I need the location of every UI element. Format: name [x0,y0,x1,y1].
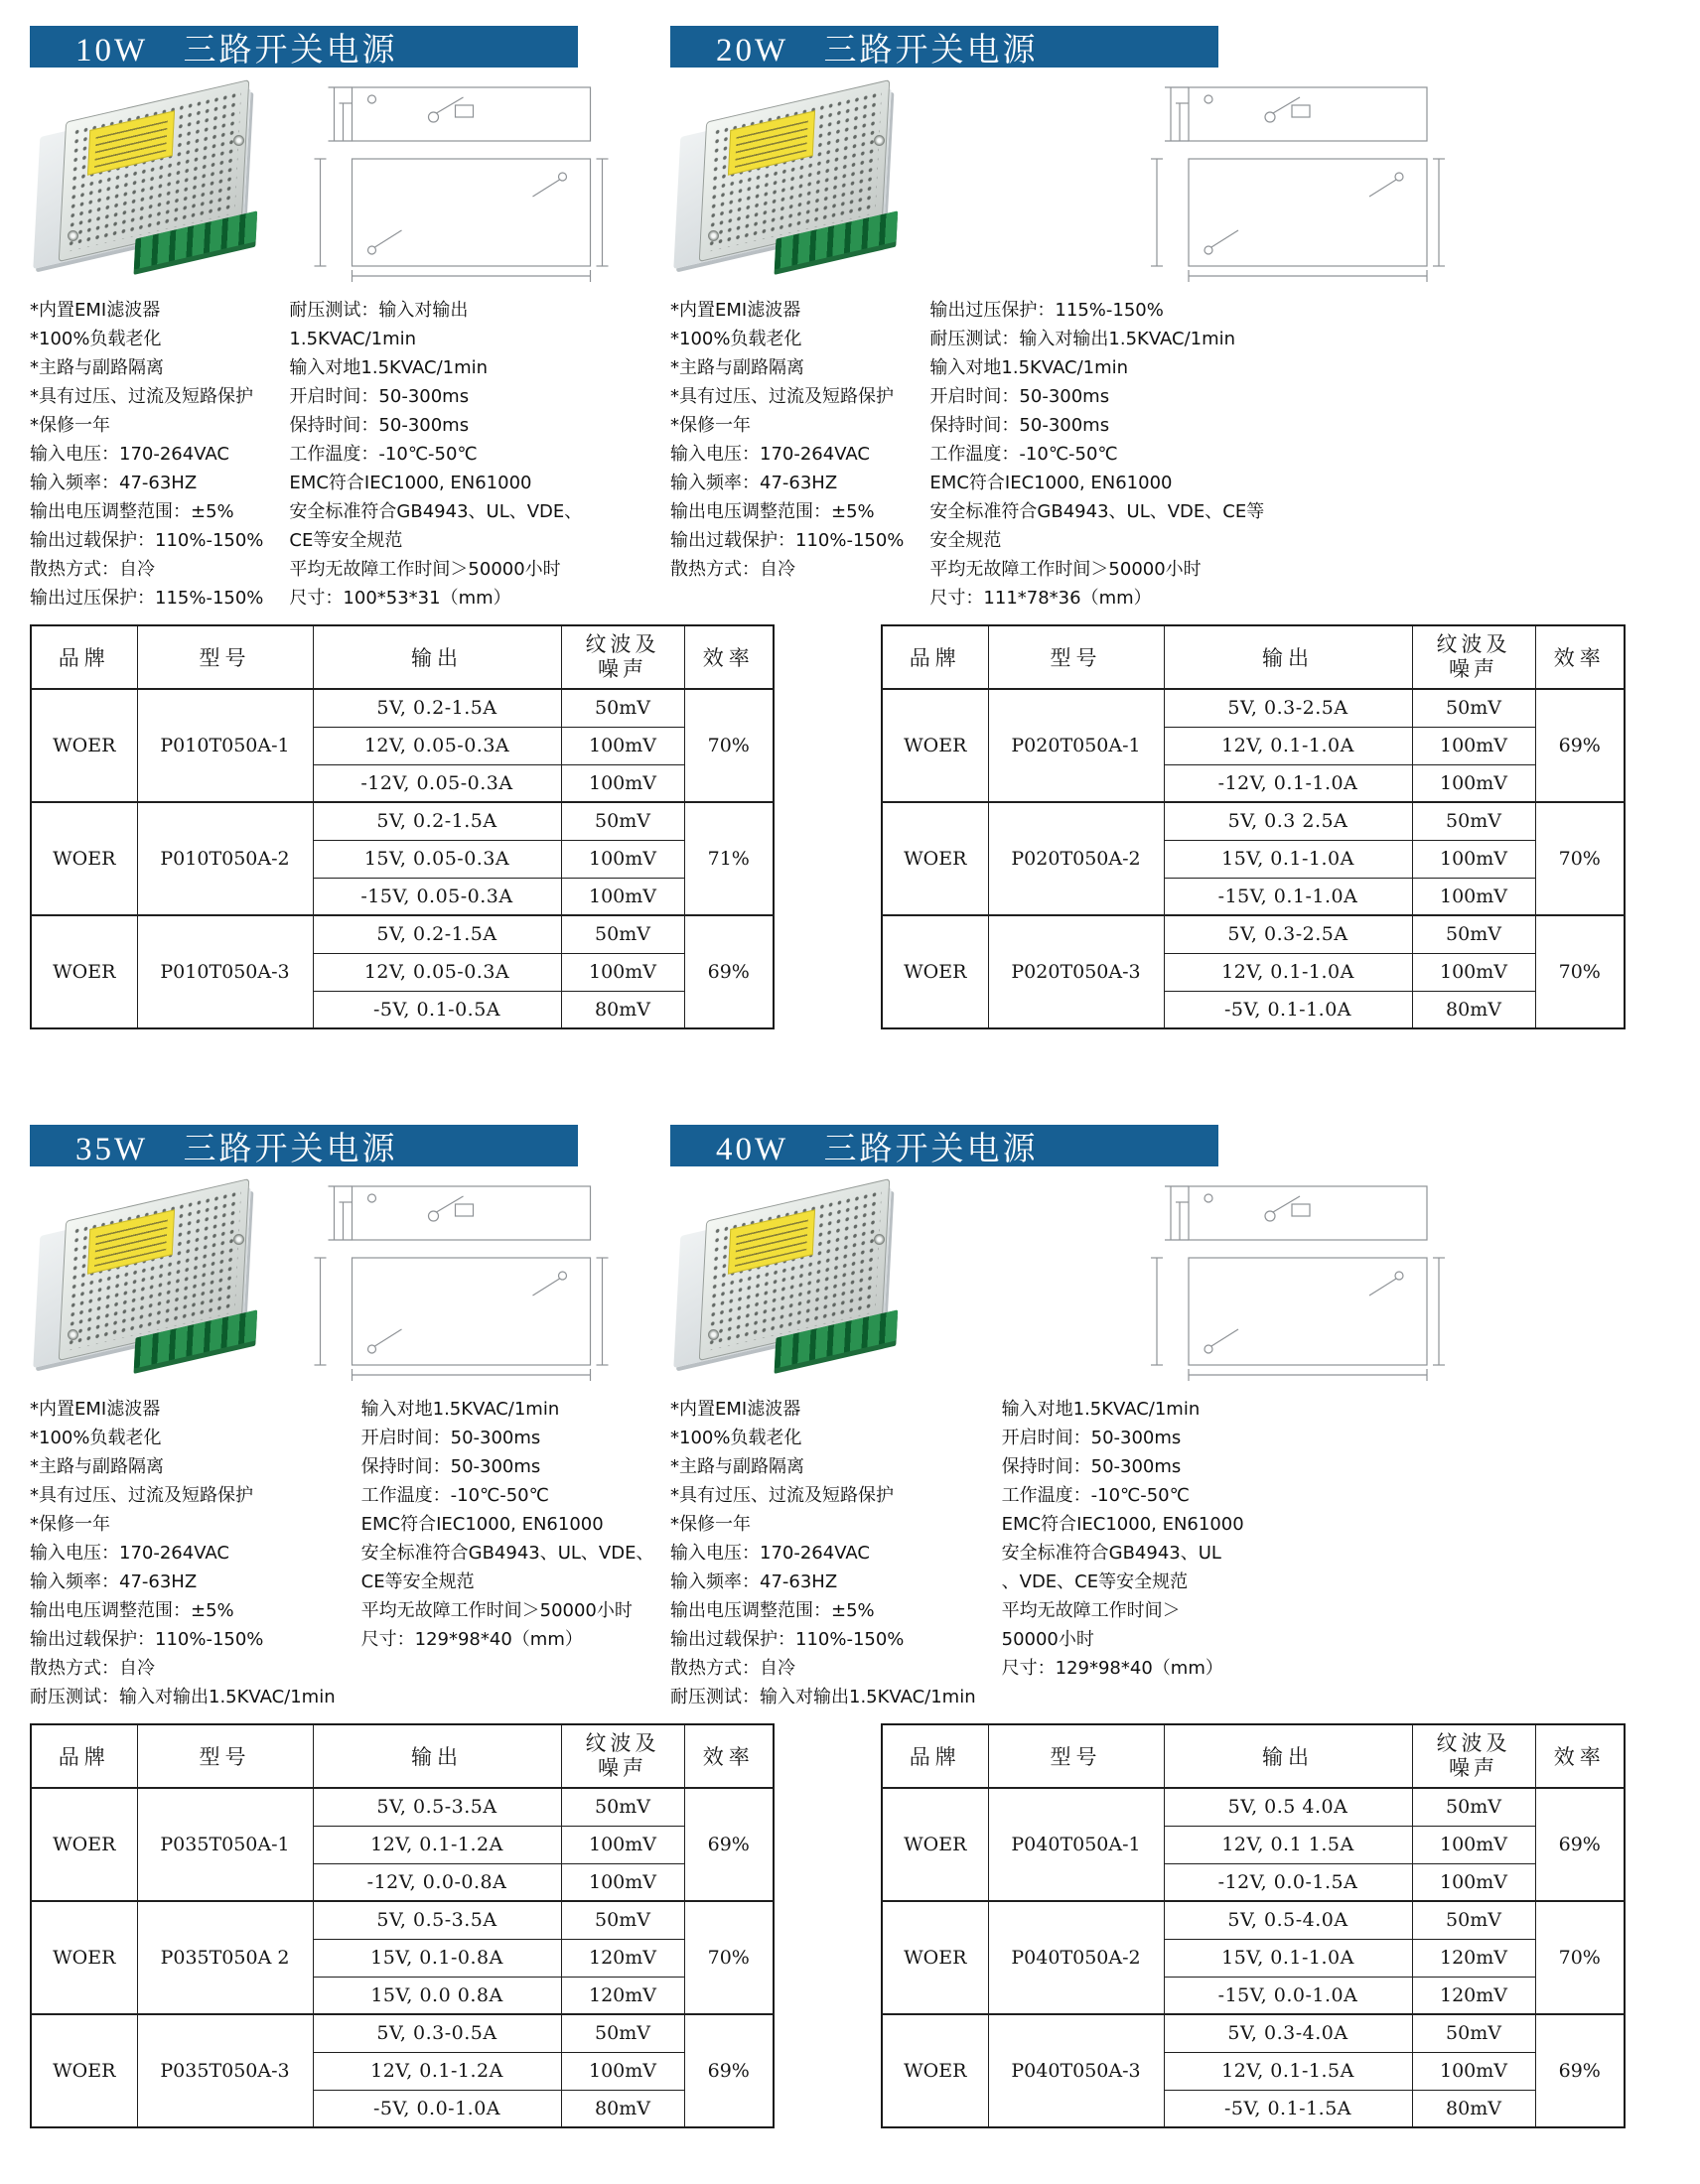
spec-line: *保修一年 [670,415,751,436]
output-cell: 12V, 0.05-0.3A [313,727,561,764]
dimension-drawing-svg [290,1180,640,1384]
output-cell: -15V, 0.05-0.3A [313,878,561,915]
spec-line: 输出电压调整范围：±5% [670,501,875,522]
output-cell: 5V, 0.5-3.5A [313,1901,561,1939]
ripple-cell: 120mV [1412,1939,1535,1977]
spec-line: 输出过载保护：110%-150% [30,1629,264,1650]
ripple-cell: 50mV [1412,1901,1535,1939]
spec-line: CE等安全规范 [289,530,403,551]
section-media [670,1180,1673,1391]
section-header [30,1125,578,1166]
model-cell: P035T050A 2 [137,1901,313,2014]
efficiency-cell: 70% [684,1901,774,2014]
photo-screw [68,230,78,241]
efficiency-cell: 69% [684,1788,774,1901]
ripple-cell: 100mV [561,1826,684,1863]
spec-line: 尺寸：111*78*36（mm） [929,588,1152,609]
spec-line: *主路与副路隔离 [670,357,804,378]
output-cell: 5V, 0.2-1.5A [313,689,561,727]
output-cell: -12V, 0.0-1.5A [1164,1863,1412,1901]
ripple-cell: 50mV [1412,1788,1535,1826]
spec-table-body [882,689,1625,1028]
ripple-cell: 100mV [561,764,684,802]
col-header-ripple [1412,625,1535,689]
col-header-brand: 品牌 [882,625,988,689]
output-cell: 12V, 0.1-1.2A [313,2052,561,2090]
spec-line: 输入对地1.5KVAC/1min [929,357,1129,378]
model-cell: P020T050A-3 [988,915,1164,1028]
efficiency-cell: 69% [1535,1788,1625,1901]
spec-line: EMC符合IEC1000, EN61000 [360,1514,604,1535]
dimension-drawing [930,1180,1673,1384]
brand-cell: WOER [31,2014,137,2127]
spec-line: 保持时间：50-300ms [360,1456,541,1477]
output-cell: 5V, 0.3-2.5A [1164,689,1412,727]
output-cell: 12V, 0.05-0.3A [313,953,561,991]
ripple-cell: 100mV [1412,1863,1535,1901]
col-header-brand: 品牌 [31,625,137,689]
spec-line: 安全标准符合GB4943、UL、VDE、CE等 [929,501,1265,522]
spec-line: 工作温度：-10℃-50℃ [360,1485,549,1506]
photo-screw [68,1329,78,1340]
output-cell: 5V, 0.3-4.0A [1164,2014,1412,2052]
table-row [882,689,1625,727]
section-title: 35W 三路开关电源 [75,1131,398,1167]
ripple-cell: 100mV [561,2052,684,2090]
spec-line: 保持时间：50-300ms [929,415,1110,436]
spec-line: 散热方式：自冷 [670,1658,795,1679]
spec-line: 工作温度：-10℃-50℃ [289,444,478,465]
ripple-cell: 100mV [1412,727,1535,764]
ripple-cell: 80mV [561,2090,684,2127]
spec-line: 输出过载保护：110%-150% [30,530,264,551]
col-header-ripple-line2: 噪声 [598,657,647,681]
brand-cell: WOER [882,1901,988,2014]
spec-line: 输出电压调整范围：±5% [30,1600,234,1621]
spec-line: EMC符合IEC1000, EN61000 [929,473,1173,493]
spec-line: 输出过压保护：115%-150% [929,300,1164,321]
spec-list-right [929,296,1264,613]
ripple-cell: 100mV [561,1863,684,1901]
ripple-cell: 50mV [561,1901,684,1939]
ripple-cell: 100mV [1412,2052,1535,2090]
ripple-cell: 50mV [561,802,684,840]
dimension-drawing [290,81,640,285]
brand-cell: WOER [31,915,137,1028]
spec-line: 输入频率：47-63HZ [30,473,198,493]
table-header-row [882,1724,1625,1788]
spec-line: 安全标准符合GB4943、UL [1001,1543,1221,1564]
spec-line: 工作温度：-10℃-50℃ [1001,1485,1190,1506]
output-cell: -5V, 0.1-1.0A [1164,991,1412,1028]
efficiency-cell: 71% [684,802,774,915]
model-cell: P040T050A-1 [988,1788,1164,1901]
brand-cell: WOER [882,1788,988,1901]
photo-screw [708,1329,719,1340]
efficiency-cell: 69% [1535,689,1625,802]
spec-line: 输出过载保护：110%-150% [670,1629,905,1650]
spec-line: 保持时间：50-300ms [289,415,470,436]
brand-cell: WOER [31,1901,137,2014]
spec-table [881,624,1626,1029]
ripple-cell: 50mV [561,1788,684,1826]
model-cell: P035T050A-3 [137,2014,313,2127]
spec-line: 尺寸：129*98*40（mm） [1001,1658,1223,1679]
output-cell: -12V, 0.05-0.3A [313,764,561,802]
spec-line: 平均无故障工作时间＞50000小时 [360,1600,633,1621]
table-header-row [31,1724,774,1788]
model-cell: P020T050A-2 [988,802,1164,915]
col-header-efficiency: 效率 [684,1724,774,1788]
col-header-ripple-line2: 噪声 [598,1756,647,1780]
ripple-cell: 80mV [1412,2090,1535,2127]
section-header [670,26,1218,68]
brand-cell: WOER [882,915,988,1028]
spec-line: *主路与副路隔离 [670,1456,804,1477]
output-cell: -12V, 0.1-1.0A [1164,764,1412,802]
spec-line: CE等安全规范 [360,1571,475,1592]
spec-line: 散热方式：自冷 [30,559,155,580]
col-header-output: 输出 [313,625,561,689]
spec-line: 平均无故障工作时间＞50000小时 [289,559,561,580]
spec-line: 耐压测试：输入对输出1.5KVAC/1min [929,329,1236,349]
section-media [30,1180,640,1391]
output-cell: -12V, 0.0-0.8A [313,1863,561,1901]
spec-line: 输出电压调整范围：±5% [30,501,234,522]
col-header-efficiency: 效率 [1535,625,1625,689]
table-row [882,915,1625,953]
output-cell: 12V, 0.1-1.5A [1164,2052,1412,2090]
table-row [31,802,774,840]
section-title: 10W 三路开关电源 [75,32,398,68]
output-cell: 12V, 0.1-1.2A [313,1826,561,1863]
spec-line: *保修一年 [30,1514,110,1535]
ripple-cell: 100mV [1412,878,1535,915]
spec-line: 输入对地1.5KVAC/1min [289,357,489,378]
output-cell: 5V, 0.2-1.5A [313,802,561,840]
spec-list-right [289,296,582,613]
spec-line: 散热方式：自冷 [30,1658,155,1679]
output-cell: 12V, 0.1-1.0A [1164,953,1412,991]
col-header-ripple [561,1724,684,1788]
section-media [30,81,640,292]
spec-line: *主路与副路隔离 [30,1456,164,1477]
output-cell: -15V, 0.0-1.0A [1164,1977,1412,2014]
spec-line: 平均无故障工作时间＞50000小时 [929,559,1202,580]
col-header-model: 型号 [988,625,1164,689]
spec-line: *保修一年 [30,415,110,436]
section-title: 20W 三路开关电源 [716,32,1039,68]
spec-line: *100%负载老化 [670,1428,802,1448]
output-cell: -5V, 0.0-1.0A [313,2090,561,2127]
spec-list-right [361,1395,654,1711]
ripple-cell: 120mV [561,1939,684,1977]
col-header-ripple-line1: 纹波及 [1436,632,1511,656]
dimension-drawing-svg [290,81,640,285]
table-header-row [882,625,1625,689]
ripple-cell: 100mV [1412,764,1535,802]
output-cell: 15V, 0.1-1.0A [1164,1939,1412,1977]
spec-line: EMC符合IEC1000, EN61000 [289,473,532,493]
brand-cell: WOER [882,802,988,915]
spec-line: *主路与副路隔离 [30,357,164,378]
ripple-cell: 50mV [561,2014,684,2052]
spec-line: *具有过压、过流及短路保护 [30,386,253,407]
ripple-cell: 100mV [561,878,684,915]
col-header-model: 型号 [137,625,313,689]
spec-line: 保持时间：50-300ms [1001,1456,1182,1477]
col-header-brand: 品牌 [882,1724,988,1788]
ripple-cell: 50mV [561,915,684,953]
photo-screw [708,230,719,241]
output-cell: 15V, 0.05-0.3A [313,840,561,878]
spec-line: 输入电压：170-264VAC [670,444,870,465]
spec-line: 50000小时 [1001,1629,1094,1650]
table-row [882,1788,1625,1826]
spec-list-left [670,1395,976,1711]
output-cell: 5V, 0.2-1.5A [313,915,561,953]
col-header-ripple-line1: 纹波及 [585,632,660,656]
spec-line: *具有过压、过流及短路保护 [670,386,894,407]
spec-table [30,624,775,1029]
dimension-drawing-svg [930,1180,1673,1384]
table-row [882,2014,1625,2052]
table-row [31,689,774,727]
spec-line: 安全标准符合GB4943、UL、VDE、 [360,1543,654,1564]
spec-line: *内置EMI滤波器 [30,1399,161,1420]
spec-line: *具有过压、过流及短路保护 [670,1485,894,1506]
spec-line: 输入对地1.5KVAC/1min [360,1399,560,1420]
spec-line: 开启时间：50-300ms [929,386,1110,407]
spec-line: 开启时间：50-300ms [360,1428,541,1448]
ripple-cell: 100mV [561,840,684,878]
spec-line: 耐压测试：输入对输出1.5KVAC/1min [670,1687,976,1707]
spec-line: 开启时间：50-300ms [1001,1428,1182,1448]
brand-cell: WOER [31,1788,137,1901]
ripple-cell: 100mV [561,727,684,764]
spec-line: *内置EMI滤波器 [30,300,161,321]
dimension-drawing-svg [930,81,1673,285]
output-cell: 5V, 0.3 2.5A [1164,802,1412,840]
col-header-output: 输出 [1164,625,1412,689]
ripple-cell: 120mV [1412,1977,1535,2014]
output-cell: 5V, 0.5-4.0A [1164,1901,1412,1939]
table-row [31,915,774,953]
product-photo [670,1180,911,1384]
ripple-cell: 50mV [1412,915,1535,953]
model-cell: P010T050A-2 [137,802,313,915]
ripple-cell: 50mV [1412,689,1535,727]
section-media [670,81,1673,292]
spec-table [881,1723,1626,2128]
product-photo [30,81,270,285]
output-cell: 5V, 0.3-0.5A [313,2014,561,2052]
spec-line: 散热方式：自冷 [670,559,795,580]
spec-table-body [31,689,774,1028]
brand-cell: WOER [882,2014,988,2127]
product-section-10w [30,26,755,1029]
spec-line: 工作温度：-10℃-50℃ [929,444,1118,465]
col-header-brand: 品牌 [31,1724,137,1788]
photo-screw [233,1234,244,1245]
spec-line: 耐压测试：输入对输出1.5KVAC/1min [30,1687,336,1707]
spec-line: 输入频率：47-63HZ [30,1571,198,1592]
col-header-ripple [1412,1724,1535,1788]
spec-line: 输入对地1.5KVAC/1min [1001,1399,1201,1420]
spec-table [30,1723,775,2128]
efficiency-cell: 69% [1535,2014,1625,2127]
spec-line: *100%负载老化 [670,329,802,349]
table-row [31,1788,774,1826]
output-cell: 5V, 0.5 4.0A [1164,1788,1412,1826]
spec-line: 、VDE、CE等安全规范 [1001,1571,1189,1592]
section-specs [670,1395,1281,1711]
efficiency-cell: 70% [1535,915,1625,1028]
table-row [31,1901,774,1939]
table-row [31,2014,774,2052]
output-cell: -5V, 0.1-1.5A [1164,2090,1412,2127]
photo-screw [874,135,885,146]
output-cell: -5V, 0.1-0.5A [313,991,561,1028]
table-row [882,1901,1625,1939]
spec-table-body [31,1788,774,2127]
spec-line: 输入电压：170-264VAC [30,1543,229,1564]
spec-line: 输入电压：170-264VAC [30,444,229,465]
spec-line: 输入电压：170-264VAC [670,1543,870,1564]
efficiency-cell: 70% [684,689,774,802]
spec-line: *100%负载老化 [30,329,162,349]
ripple-cell: 100mV [1412,953,1535,991]
col-header-ripple [561,625,684,689]
col-header-output: 输出 [1164,1724,1412,1788]
spec-line: 尺寸：100*53*31（mm） [289,588,511,609]
brand-cell: WOER [882,689,988,802]
spec-line: 安全规范 [929,530,1002,551]
spec-list-left [30,296,263,613]
output-cell: 12V, 0.1-1.0A [1164,727,1412,764]
section-specs [30,296,640,613]
output-cell: 15V, 0.1-0.8A [313,1939,561,1977]
section-specs [670,296,1281,613]
efficiency-cell: 69% [684,915,774,1028]
col-header-efficiency: 效率 [684,625,774,689]
spec-line: 安全标准符合GB4943、UL、VDE、 [289,501,583,522]
spec-table-body [882,1788,1625,2127]
col-header-ripple-line1: 纹波及 [1436,1731,1511,1755]
table-header-row [31,625,774,689]
spec-line: EMC符合IEC1000, EN61000 [1001,1514,1244,1535]
ripple-cell: 100mV [1412,840,1535,878]
output-cell: 12V, 0.1 1.5A [1164,1826,1412,1863]
col-header-ripple-line2: 噪声 [1449,1756,1498,1780]
efficiency-cell: 70% [1535,802,1625,915]
ripple-cell: 80mV [1412,991,1535,1028]
spec-line: 输出过载保护：110%-150% [670,530,905,551]
model-cell: P040T050A-3 [988,2014,1164,2127]
col-header-output: 输出 [313,1724,561,1788]
spec-line: *内置EMI滤波器 [670,300,801,321]
section-header [670,1125,1218,1166]
output-cell: 15V, 0.1-1.0A [1164,840,1412,878]
section-specs [30,1395,654,1711]
spec-line: 平均无故障工作时间＞ [1001,1600,1181,1621]
section-title: 40W 三路开关电源 [716,1131,1039,1167]
output-cell: 5V, 0.5-3.5A [313,1788,561,1826]
ripple-cell: 50mV [1412,2014,1535,2052]
spec-list-left [30,1395,336,1711]
model-cell: P020T050A-1 [988,689,1164,802]
col-header-efficiency: 效率 [1535,1724,1625,1788]
spec-line: 输入频率：47-63HZ [670,1571,838,1592]
model-cell: P010T050A-3 [137,915,313,1028]
product-photo [30,1180,270,1384]
efficiency-cell: 69% [684,2014,774,2127]
brand-cell: WOER [31,689,137,802]
spec-line: *100%负载老化 [30,1428,162,1448]
col-header-ripple-line2: 噪声 [1449,657,1498,681]
ripple-cell: 80mV [561,991,684,1028]
col-header-model: 型号 [137,1724,313,1788]
spec-line: 开启时间：50-300ms [289,386,470,407]
spec-line: *具有过压、过流及短路保护 [30,1485,253,1506]
spec-line: 输出过压保护：115%-150% [30,588,264,609]
ripple-cell: 100mV [561,953,684,991]
spec-line: 1.5KVAC/1min [289,329,417,349]
output-cell: 15V, 0.0 0.8A [313,1977,561,2014]
spec-line: *内置EMI滤波器 [670,1399,801,1420]
output-cell: 5V, 0.3-2.5A [1164,915,1412,953]
ripple-cell: 50mV [561,689,684,727]
model-cell: P035T050A-1 [137,1788,313,1901]
dimension-drawing [930,81,1673,285]
table-row [882,802,1625,840]
photo-screw [233,135,244,146]
section-header [30,26,578,68]
dimension-drawing [290,1180,640,1384]
col-header-model: 型号 [988,1724,1164,1788]
spec-list-left [670,296,904,613]
product-photo [670,81,911,285]
product-section-35w [30,1125,755,2128]
brand-cell: WOER [31,802,137,915]
spec-line: *保修一年 [670,1514,751,1535]
ripple-cell: 50mV [1412,802,1535,840]
model-cell: P010T050A-1 [137,689,313,802]
model-cell: P040T050A-2 [988,1901,1164,2014]
col-header-ripple-line1: 纹波及 [585,1731,660,1755]
photo-screw [874,1234,885,1245]
ripple-cell: 100mV [1412,1826,1535,1863]
efficiency-cell: 70% [1535,1901,1625,2014]
spec-line: 尺寸：129*98*40（mm） [360,1629,583,1650]
spec-list-right [1002,1395,1244,1711]
spec-line: 输入频率：47-63HZ [670,473,838,493]
output-cell: -15V, 0.1-1.0A [1164,878,1412,915]
spec-line: 输出电压调整范围：±5% [670,1600,875,1621]
spec-line: 耐压测试：输入对输出 [289,300,469,321]
ripple-cell: 120mV [561,1977,684,2014]
